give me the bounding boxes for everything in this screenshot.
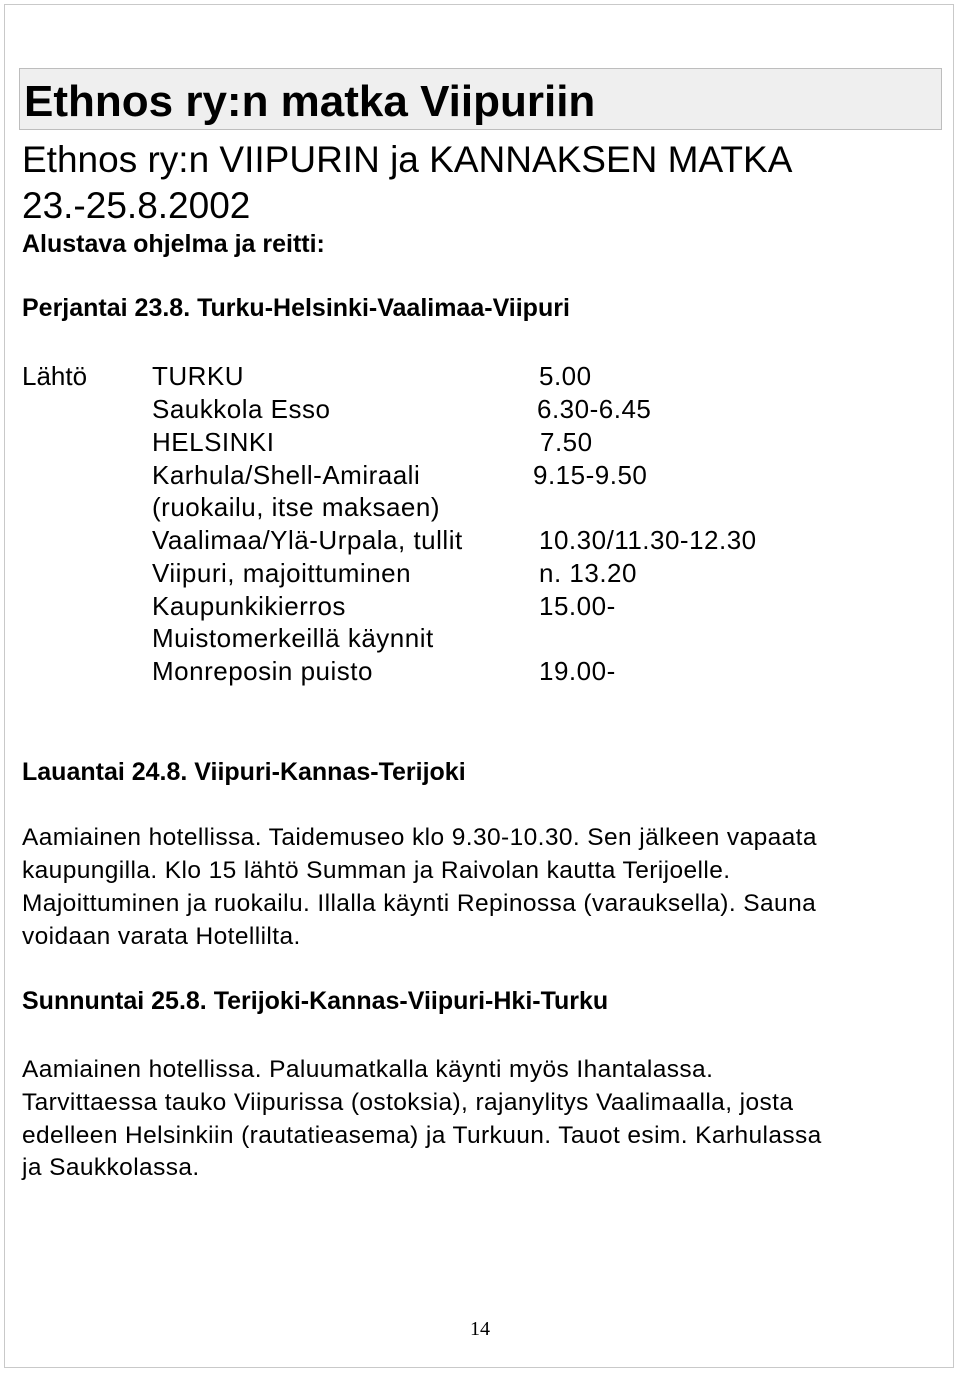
schedule-time: 6.30-6.45: [537, 394, 652, 424]
schedule-time: 5.00: [539, 361, 592, 391]
schedule-row: [152, 491, 942, 524]
schedule-row: [152, 393, 942, 426]
schedule-place: (ruokailu, itse maksaen): [152, 492, 440, 522]
sunday-line: Aamiainen hotellissa. Paluumatkalla käynti myös Ihantalassa.: [22, 1056, 714, 1083]
schedule-row: [152, 622, 942, 655]
saturday-line: Aamiainen hotellissa. Taidemuseo klo 9.30-10.30. Sen jälkeen vapaata: [22, 824, 817, 851]
schedule-place: Viipuri, majoittuminen: [152, 558, 412, 588]
schedule-place: Vaalimaa/Ylä-Urpala, tullit: [152, 525, 463, 555]
schedule-time: 10.30/11.30-12.30: [539, 525, 757, 555]
subtitle: Ethnos ry:n VIIPURIN ja KANNAKSEN MATKA 23.-25.8.2002: [22, 139, 791, 226]
saturday-line: kaupungilla. Klo 15 lähtö Summan ja Raivolan kautta Terijoelle.: [22, 857, 731, 884]
schedule-row: [152, 459, 942, 492]
schedule-row: [152, 655, 942, 688]
page-title: Ethnos ry:n matka Viipuriin: [24, 77, 596, 126]
schedule-row: [152, 524, 942, 557]
sunday-line: edelleen Helsinkiin (rautatieasema) ja Turkuun. Tauot esim. Karhulassa: [22, 1122, 822, 1149]
schedule-row: [152, 426, 942, 459]
schedule-time: n. 13.20: [539, 558, 637, 588]
program-heading: Alustava ohjelma ja reitti:: [22, 230, 325, 258]
saturday-line: voidaan varata Hotellilta.: [22, 923, 301, 950]
schedule-time: 15.00-: [539, 591, 616, 621]
page-number: 14: [470, 1318, 490, 1340]
schedule-place: TURKU: [152, 361, 245, 391]
schedule-time: 19.00-: [539, 656, 616, 686]
sunday-line: ja Saukkolassa.: [22, 1154, 200, 1181]
saturday-heading: Lauantai 24.8. Viipuri-Kannas-Terijoki: [22, 758, 466, 786]
schedule-row: [152, 360, 942, 393]
schedule-row: [152, 590, 942, 623]
schedule-place: Monreposin puisto: [152, 656, 373, 686]
schedule-place: Karhula/Shell-Amiraali: [152, 460, 421, 490]
schedule-place: Kaupunkikierros: [152, 591, 346, 621]
departure-label: Lähtö: [22, 361, 88, 391]
friday-heading: Perjantai 23.8. Turku-Helsinki-Vaalimaa-Viipuri: [22, 294, 570, 322]
schedule-row: [152, 557, 942, 590]
schedule-time: 7.50: [540, 427, 593, 457]
sunday-line: Tarvittaessa tauko Viipurissa (ostoksia), rajanylitys Vaalimaalla, josta: [22, 1089, 794, 1116]
schedule-time: 9.15-9.50: [533, 460, 648, 490]
schedule-place: HELSINKI: [152, 427, 275, 457]
saturday-line: Majoittuminen ja ruokailu. Illalla käynti Repinossa (varauksella). Sauna: [22, 890, 817, 917]
sunday-heading: Sunnuntai 25.8. Terijoki-Kannas-Viipuri-Hki-Turku: [22, 987, 609, 1015]
schedule-place: Muistomerkeillä käynnit: [152, 623, 434, 653]
schedule-place: Saukkola Esso: [152, 394, 331, 424]
